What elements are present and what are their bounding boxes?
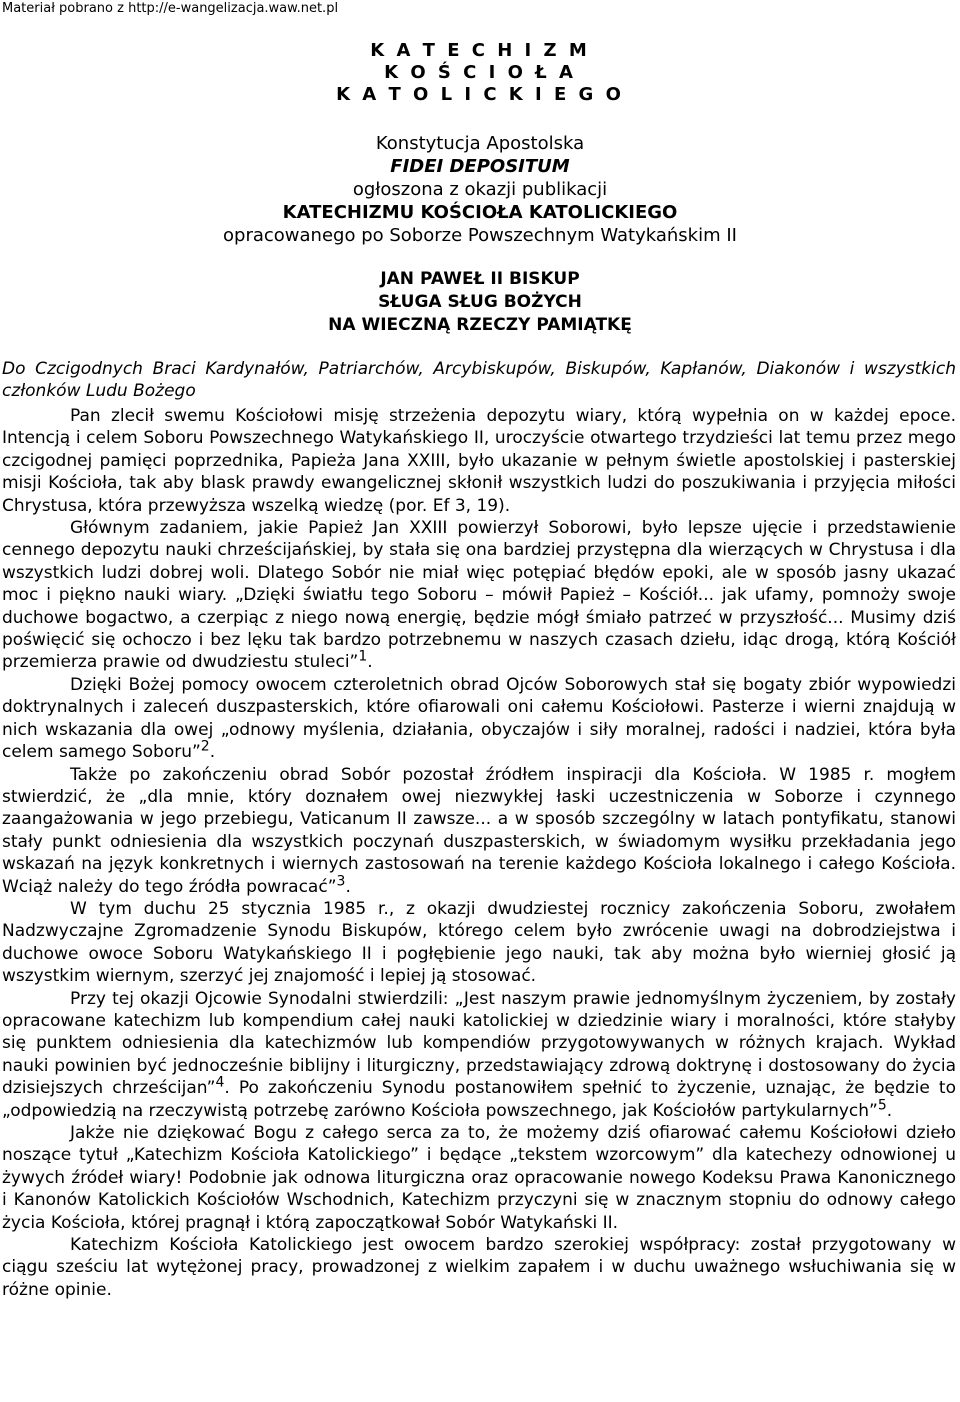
- body-text: [2, 405, 956, 1301]
- source-line: Materiał pobrano z http://e-wangelizacja.waw.net.pl: [2, 1, 339, 16]
- paragraph: Głównym zadaniem, jakie Papież Jan XXIII powierzył Soborowi, było lepsze ujęcie i przedstawienie cennego depozytu nauki chrześcijańskiej, by stała się ona bardziej przystępna dla wierzących w Chrystusa i dla wszystkich ludzi dobrej woli. Dlatego Sobór nie miał więc potępiać błędów epoki, ale w sposób jasny ukazać moc i piękno nauki wiary. „Dzięki światłu tego Soboru – mówił Papież – Kościół... jak ufamy, pomnoży swoje duchowe bogactwo, a czerpiąc z niego nową energię, będzie mógł śmiało patrzeć w przyszłość... Musimy dziś poświęcić się ochoczo i bez lęku tak bardzo potrzebnemu w naszych czasach dziełu, idąc drogą, którą Kościół przemierza prawie od dwudziestu stuleci”$^1$.: [2, 518, 956, 673]
- paragraph: Także po zakończeniu obrad Sobór pozostał źródłem inspiracji dla Kościoła. W 1985 r. mogłem stwierdzić, że „dla mnie, który doznałem owej niezwykłej łaski uczestniczenia w Soborze i czynnego zaangażowania w jego przebiegu, Vaticanum II zawsze... a w sposób szczególny w latach pontyfikatu, stanowi stały punkt odniesienia dla wszystkich poczynań duszpasterskich, w świadomym wysiłku przekładania jego wskazań na język konkretnych i wiernych zastosowań na terenie każdego Kościoła lokalnego i całego Kościoła. Wciąż należy do tego źródła powracać”$^3$.: [2, 764, 956, 897]
- constitution-line-2: FIDEI DEPOSITUM: [390, 156, 570, 177]
- pope-line-1: JAN PAWEŁ II BISKUP: [380, 269, 580, 289]
- constitution-line-5: opracowanego po Soborze Powszechnym Watykańskim II: [223, 225, 737, 246]
- pope-heading: [0, 268, 960, 337]
- address-line: Do Czcigodnych Braci Kardynałów, Patriarchów, Arcybiskupów, Biskupów, Kapłanów, Diakonów i wszystkich członków Ludu Bożego: [2, 359, 956, 402]
- constitution-line-4: KATECHIZMU KOŚCIOŁA KATOLICKIEGO: [282, 202, 678, 223]
- constitution-heading: [0, 132, 960, 247]
- title-line-2: K O Ś C I O Ł A: [384, 62, 576, 83]
- pope-line-3: NA WIECZNĄ RZECZY PAMIĄTKĘ: [328, 315, 632, 335]
- paragraph: Jakże nie dziękować Bogu z całego serca za to, że możemy dziś ofiarować całemu Kościołowi dzieło noszące tytuł „Katechizm Kościoła Katolickiego” i będące „tekstem wzorcowym” dla katechezy odnowionej u żywych źródeł wiary! Podobnie jak odnowa liturgiczna oraz opracowanie nowego Kodeksu Prawa Kanonicznego i Kanonów Katolickich Kościołów Wschodnich, Katechizm przyczyni się w znacznym stopniu do odnowy całego życia Kościoła, której pragnął i którą zapoczątkował Sobór Watykański II.: [2, 1123, 956, 1233]
- paragraph: Dzięki Bożej pomocy owocem czteroletnich obrad Ojców Soborowych stał się bogaty zbiór wypowiedzi doktrynalnych i zaleceń duszpasterskich, które ofiarowali oni całemu Kościołowi. Pasterze i wierni znajdują w nich wskazania dla owej „odnowy myślenia, działania, obyczajów i siły moralnej, radości i nadziei, która była celem samego Soboru”$^2$.: [2, 674, 956, 763]
- title-line-3: K A T O L I C K I E G O: [336, 84, 624, 105]
- footnote-ref: 4: [215, 1074, 225, 1091]
- constitution-line-3: ogłoszona z okazji publikacji: [352, 179, 608, 200]
- footnote-ref: 3: [336, 872, 346, 889]
- document-title: [0, 40, 960, 106]
- paragraph: W tym duchu 25 stycznia 1985 r., z okazji dwudziestej rocznicy zakończenia Soboru, zwołałem Nadzwyczajne Zgromadzenie Synodu Biskupów, którego celem było zwrócenie uwagi na dobrodziejstwa i duchowe owoce Soboru Watykańskiego II i pogłębienie jego nauki, tak aby można było wierniej głosić ją wszystkim wiernym, szerzyć jej znajomość i lepiej ją stosować.: [2, 898, 956, 987]
- pope-line-2: SŁUGA SŁUG BOŻYCH: [378, 292, 582, 312]
- constitution-line-1: Konstytucja Apostolska: [375, 133, 585, 154]
- footnote-ref: 2: [200, 738, 210, 755]
- paragraph: Przy tej okazji Ojcowie Synodalni stwierdzili: „Jest naszym prawie jednomyślnym życzeniem, by zostały opracowane katechizm lub kompendium całej nauki katolickiej w dziedzinie wiary i moralności, które stałyby się punktem odniesienia dla katechizmów lub kompendiów przygotowywanych w różnych krajach. Wykład nauki powinien być jednocześnie biblijny i liturgiczny, przedstawiający zdrową doktrynę i dostosowany do życia dzisiejszych chrześcijan”$^4$. Po zakończeniu Synodu postanowiłem spełnić to życzenie, uznając, że będzie to „odpowiedzią na rzeczywistą potrzebę zarówno Kościoła powszechnego, jak Kościołów partykularnych”$^5$.: [2, 988, 957, 1121]
- title-line-1: K A T E C H I Z M: [370, 40, 590, 61]
- footnote-ref: 1: [358, 648, 368, 665]
- paragraph: Pan zlecił swemu Kościołowi misję strzeżenia depozytu wiary, którą wypełnia on w każdej epoce. Intencją i celem Soboru Powszechnego Watykańskiego II, uroczyście otwartego trzydzieści lat temu przez mego czcigodnej pamięci poprzednika, Papieża Jana XXIII, było ukazanie w pełnym świetle apostolskiej i pasterskiej misji Kościoła, tak aby blask prawdy ewangelicznej skłonił wszystkich ludzi do poszukiwania i przyjęcia miłości Chrystusa, która przewyższa wszelką wiedzę (por. Ef 3, 19).: [2, 406, 956, 516]
- footnote-ref: 5: [877, 1096, 887, 1113]
- paragraph: Katechizm Kościoła Katolickiego jest owocem bardzo szerokiej współpracy: został przygotowany w ciągu sześciu lat wytężonej pracy, prowadzonej z wielkim zapałem i w duchu uważnego wsłuchiwania się w różne opinie.: [2, 1235, 956, 1300]
